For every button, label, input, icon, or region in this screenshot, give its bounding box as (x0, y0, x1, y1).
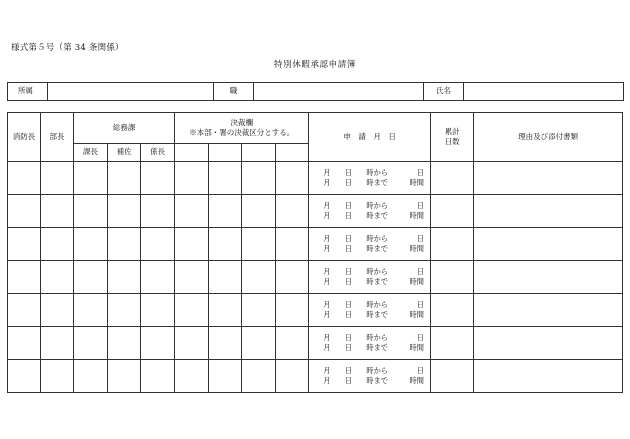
stamp-subsection-chief-cell[interactable] (141, 294, 175, 327)
approval-sub-4 (276, 144, 309, 162)
application-period-cell[interactable] (309, 294, 431, 327)
stamp-approval-2-cell[interactable] (209, 327, 242, 360)
stamp-assistant-cell[interactable] (108, 360, 141, 393)
stamp-assistant-cell[interactable] (108, 228, 141, 261)
stamp-approval-3-cell[interactable] (242, 261, 276, 294)
cumulative-days-cell[interactable] (431, 195, 474, 228)
reason-docs-cell[interactable] (474, 261, 623, 294)
stamp-section-chief-cell[interactable] (74, 294, 108, 327)
stamp-approval-3-cell[interactable] (242, 327, 276, 360)
cumulative-days-cell[interactable] (431, 162, 474, 195)
header-dept-chief: 部長 (41, 113, 74, 162)
period-to-line: 月 日 時まで 時間 (323, 343, 424, 352)
application-period-cell[interactable] (309, 327, 431, 360)
cumulative-days-cell[interactable] (431, 228, 474, 261)
stamp-approval-3-cell[interactable] (242, 162, 276, 195)
stamp-subsection-chief-cell[interactable] (141, 195, 175, 228)
period-to-line: 月 日 時まで 時間 (323, 244, 424, 253)
period-from-line: 月 日 時から 日 (323, 365, 424, 375)
table-row (8, 162, 623, 195)
stamp-approval-4-cell[interactable] (276, 162, 309, 195)
period-to-line: 月 日 時まで 時間 (323, 211, 424, 220)
application-period-cell[interactable] (309, 261, 431, 294)
form-number: 様式第５号（第 34 条関係） (11, 43, 124, 53)
stamp-approval-4-cell[interactable] (276, 294, 309, 327)
stamp-fire-chief-cell[interactable] (8, 195, 41, 228)
approval-sub-3 (242, 144, 276, 162)
application-period-cell[interactable] (309, 162, 431, 195)
header-assistant: 補佐 (108, 144, 141, 162)
header-section-chief: 課長 (74, 144, 108, 162)
rows-body (8, 162, 623, 393)
table-row (8, 294, 623, 327)
period-to-line: 月 日 時まで 時間 (323, 277, 424, 286)
table-row (8, 195, 623, 228)
stamp-approval-2-cell[interactable] (209, 261, 242, 294)
period-from-line: 月 日 時から 日 (323, 167, 424, 177)
approval-sub-1 (175, 144, 209, 162)
period-to-line: 月 日 時まで 時間 (323, 178, 424, 187)
stamp-fire-chief-cell[interactable] (8, 327, 41, 360)
stamp-approval-1-cell[interactable] (175, 228, 209, 261)
stamp-fire-chief-cell[interactable] (8, 294, 41, 327)
approval-col-title: 決裁欄 (230, 117, 253, 127)
affiliation-label: 所属 (8, 83, 48, 101)
stamp-section-chief-cell[interactable] (74, 261, 108, 294)
stamp-assistant-cell[interactable] (108, 195, 141, 228)
form-title: 特別休暇承認申請簿 (274, 60, 356, 70)
cumulative-days-cell[interactable] (431, 261, 474, 294)
period-from-line: 月 日 時から 日 (323, 233, 424, 243)
stamp-approval-3-cell[interactable] (242, 195, 276, 228)
header-subsection-chief: 係長 (141, 144, 175, 162)
application-period-cell[interactable] (309, 360, 431, 393)
application-period-cell[interactable] (309, 228, 431, 261)
approval-sub-2 (209, 144, 242, 162)
reason-docs-cell[interactable] (474, 228, 623, 261)
table-row (8, 360, 623, 393)
period-from-line: 月 日 時から 日 (323, 332, 424, 342)
stamp-fire-chief-cell[interactable] (8, 228, 41, 261)
stamp-dept-chief-cell[interactable] (41, 228, 74, 261)
stamp-approval-2-cell[interactable] (209, 294, 242, 327)
stamp-fire-chief-cell[interactable] (8, 360, 41, 393)
cumulative-line1: 累計 (444, 126, 460, 136)
stamp-approval-1-cell[interactable] (175, 195, 209, 228)
approval-col-note: ※本部・署の決裁区分とする。 (189, 128, 295, 137)
stamp-fire-chief-cell[interactable] (8, 261, 41, 294)
application-period-cell[interactable] (309, 195, 431, 228)
period-to-line: 月 日 時まで 時間 (323, 376, 424, 385)
stamp-section-chief-cell[interactable] (74, 162, 108, 195)
position-field[interactable] (254, 83, 424, 101)
reason-docs-cell[interactable] (474, 327, 623, 360)
stamp-approval-3-cell[interactable] (242, 360, 276, 393)
period-from-line: 月 日 時から 日 (323, 299, 424, 309)
stamp-section-chief-cell[interactable] (74, 360, 108, 393)
application-table (7, 112, 623, 393)
reason-docs-cell[interactable] (474, 162, 623, 195)
stamp-approval-4-cell[interactable] (276, 261, 309, 294)
stamp-approval-1-cell[interactable] (175, 162, 209, 195)
period-from-line: 月 日 時から 日 (323, 200, 424, 210)
stamp-dept-chief-cell[interactable] (41, 162, 74, 195)
info-row-table (7, 82, 624, 101)
stamp-approval-3-cell[interactable] (242, 228, 276, 261)
table-row (8, 261, 623, 294)
cumulative-days-cell[interactable] (431, 360, 474, 393)
period-to-line: 月 日 時まで 時間 (323, 310, 424, 319)
stamp-section-chief-cell[interactable] (74, 327, 108, 360)
stamp-subsection-chief-cell[interactable] (141, 228, 175, 261)
stamp-approval-3-cell[interactable] (242, 294, 276, 327)
stamp-approval-4-cell[interactable] (276, 360, 309, 393)
reason-docs-cell[interactable] (474, 294, 623, 327)
stamp-assistant-cell[interactable] (108, 162, 141, 195)
stamp-approval-4-cell[interactable] (276, 195, 309, 228)
stamp-section-chief-cell[interactable] (74, 195, 108, 228)
position-label: 職 (214, 83, 254, 101)
stamp-fire-chief-cell[interactable] (8, 162, 41, 195)
header-fire-chief: 消防長 (8, 113, 41, 162)
header-reason-docs: 理由及び添付書類 (474, 113, 623, 162)
table-row (8, 228, 623, 261)
stamp-approval-1-cell[interactable] (175, 360, 209, 393)
stamp-subsection-chief-cell[interactable] (141, 360, 175, 393)
header-application-period: 申 請 月 日 (309, 113, 431, 162)
stamp-section-chief-cell[interactable] (74, 228, 108, 261)
header-approval (175, 113, 309, 144)
stamp-approval-4-cell[interactable] (276, 228, 309, 261)
period-from-line: 月 日 時から 日 (323, 266, 424, 276)
stamp-subsection-chief-cell[interactable] (141, 261, 175, 294)
stamp-assistant-cell[interactable] (108, 327, 141, 360)
stamp-dept-chief-cell[interactable] (41, 360, 74, 393)
stamp-subsection-chief-cell[interactable] (141, 327, 175, 360)
table-row (8, 327, 623, 360)
stamp-approval-1-cell[interactable] (175, 261, 209, 294)
stamp-subsection-chief-cell[interactable] (141, 162, 175, 195)
stamp-dept-chief-cell[interactable] (41, 261, 74, 294)
stamp-approval-2-cell[interactable] (209, 162, 242, 195)
stamp-approval-1-cell[interactable] (175, 327, 209, 360)
stamp-dept-chief-cell[interactable] (41, 195, 74, 228)
reason-docs-cell[interactable] (474, 360, 623, 393)
stamp-assistant-cell[interactable] (108, 261, 141, 294)
stamp-dept-chief-cell[interactable] (41, 327, 74, 360)
reason-docs-cell[interactable] (474, 195, 623, 228)
header-general-affairs: 総務課 (74, 113, 175, 144)
header-cumulative-days (431, 113, 474, 162)
stamp-approval-2-cell[interactable] (209, 360, 242, 393)
affiliation-field[interactable] (48, 83, 214, 101)
name-field[interactable] (464, 83, 624, 101)
stamp-approval-2-cell[interactable] (209, 195, 242, 228)
stamp-dept-chief-cell[interactable] (41, 294, 74, 327)
stamp-approval-4-cell[interactable] (276, 327, 309, 360)
stamp-approval-1-cell[interactable] (175, 294, 209, 327)
name-label: 氏名 (424, 83, 464, 101)
cumulative-line2: 日数 (444, 137, 460, 146)
stamp-assistant-cell[interactable] (108, 294, 141, 327)
cumulative-days-cell[interactable] (431, 327, 474, 360)
cumulative-days-cell[interactable] (431, 294, 474, 327)
stamp-approval-2-cell[interactable] (209, 228, 242, 261)
